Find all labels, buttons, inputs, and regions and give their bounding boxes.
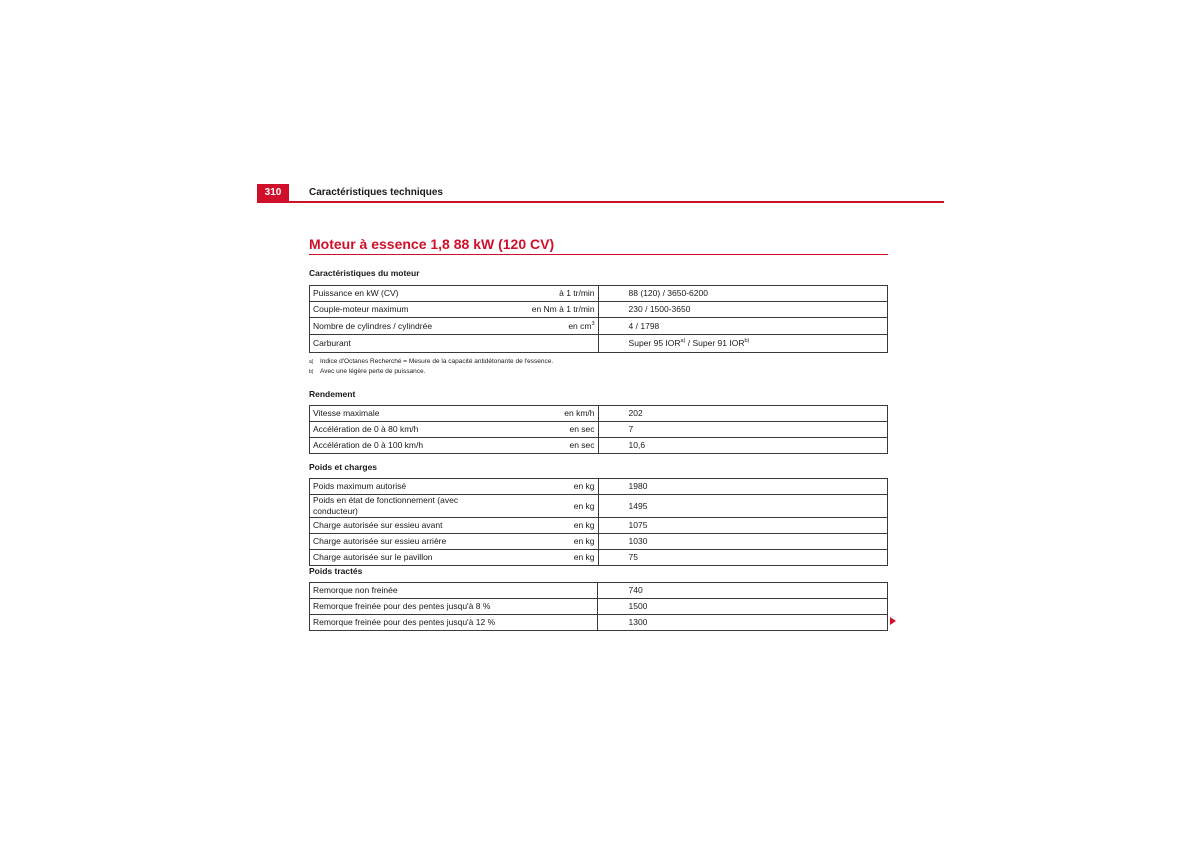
page-title: Moteur à essence 1,8 88 kW (120 CV) [309,236,888,255]
fuel-value-a: Super 95 IOR [628,338,681,348]
footnote-ref-a: a) [680,338,686,344]
table-row [310,534,888,550]
section-title: Caractéristiques techniques [309,187,443,198]
table-row [310,335,888,353]
row-label: Poids en état de fonctionnement (avec conducteur) [310,495,490,518]
row-label: Puissance en kW (CV) [310,286,490,302]
table-row [310,518,888,534]
table-row [310,302,888,318]
row-value: 1300 [598,615,888,631]
row-unit: en sec [489,438,598,454]
row-value [598,335,887,353]
row-label: Charge autorisée sur essieu avant [310,518,490,534]
row-unit [489,335,598,353]
row-value: 75 [598,550,887,566]
performance-table [309,405,888,454]
footnotes [309,357,553,377]
row-label: Carburant [310,335,490,353]
row-value: 1495 [598,495,887,518]
row-value: 4 / 1798 [598,318,887,335]
table-row [310,495,888,518]
footnote [309,367,553,377]
row-label: Nombre de cylindres / cylindrée [310,318,490,335]
row-value: 202 [598,406,887,422]
row-label: Remorque freinée pour des pentes jusqu'à 12 % [310,615,598,631]
row-unit: à 1 tr/min [489,286,598,302]
table-row [310,286,888,302]
row-label: Couple-moteur maximum [310,302,490,318]
footnote-mark: b) [309,369,314,375]
engine-heading: Caractéristiques du moteur [309,268,420,278]
row-label: Remorque non freinée [310,583,598,599]
row-value: 7 [598,422,887,438]
footnote-ref-b: b) [744,338,750,344]
towing-heading: Poids tractés [309,566,363,576]
row-unit: en km/h [489,406,598,422]
footnote [309,357,553,367]
unit-text: en cm [568,320,592,331]
row-label: Charge autorisée sur le pavillon [310,550,490,566]
performance-heading: Rendement [309,389,356,399]
row-label: Accélération de 0 à 100 km/h [310,438,490,454]
engine-table [309,285,888,353]
footnote-mark: a) [309,359,314,365]
weights-heading: Poids et charges [309,462,378,472]
table-row [310,318,888,335]
table-row [310,599,888,615]
row-label: Vitesse maximale [310,406,490,422]
row-unit: en kg [489,550,598,566]
fuel-value-b: / Super 91 IOR [685,338,745,348]
footnote-text: Avec une légère perte de puissance. [320,368,426,375]
row-unit: en kg [489,534,598,550]
table-row [310,438,888,454]
table-row [310,583,888,599]
row-unit: en kg [489,495,598,518]
table-row [310,422,888,438]
row-value: 10,6 [598,438,887,454]
table-row [310,479,888,495]
row-label: Charge autorisée sur essieu arrière [310,534,490,550]
row-value: 1030 [598,534,887,550]
row-value: 740 [598,583,888,599]
page-number: 310 [257,184,289,201]
table-row [310,406,888,422]
towing-table [309,582,888,631]
table-row [310,550,888,566]
unit-superscript: 3 [591,320,595,327]
row-value: 1075 [598,518,887,534]
row-unit: en Nm à 1 tr/min [489,302,598,318]
row-label: Poids maximum autorisé [310,479,490,495]
row-value: 1980 [598,479,887,495]
row-value: 1500 [598,599,888,615]
row-label: Remorque freinée pour des pentes jusqu'à 8 % [310,599,598,615]
continue-triangle-icon [890,617,896,625]
footnote-text: Indice d'Octanes Recherché = Mesure de la capacité antidétonante de l'essence. [320,358,554,365]
row-unit: en kg [489,518,598,534]
table-row [310,615,888,631]
row-value: 88 (120) / 3650-6200 [598,286,887,302]
page-header [257,184,944,203]
weights-table [309,478,888,566]
row-unit: en kg [489,479,598,495]
row-unit [489,318,598,335]
row-unit: en sec [489,422,598,438]
row-label: Accélération de 0 à 80 km/h [310,422,490,438]
row-value: 230 / 1500-3650 [598,302,887,318]
